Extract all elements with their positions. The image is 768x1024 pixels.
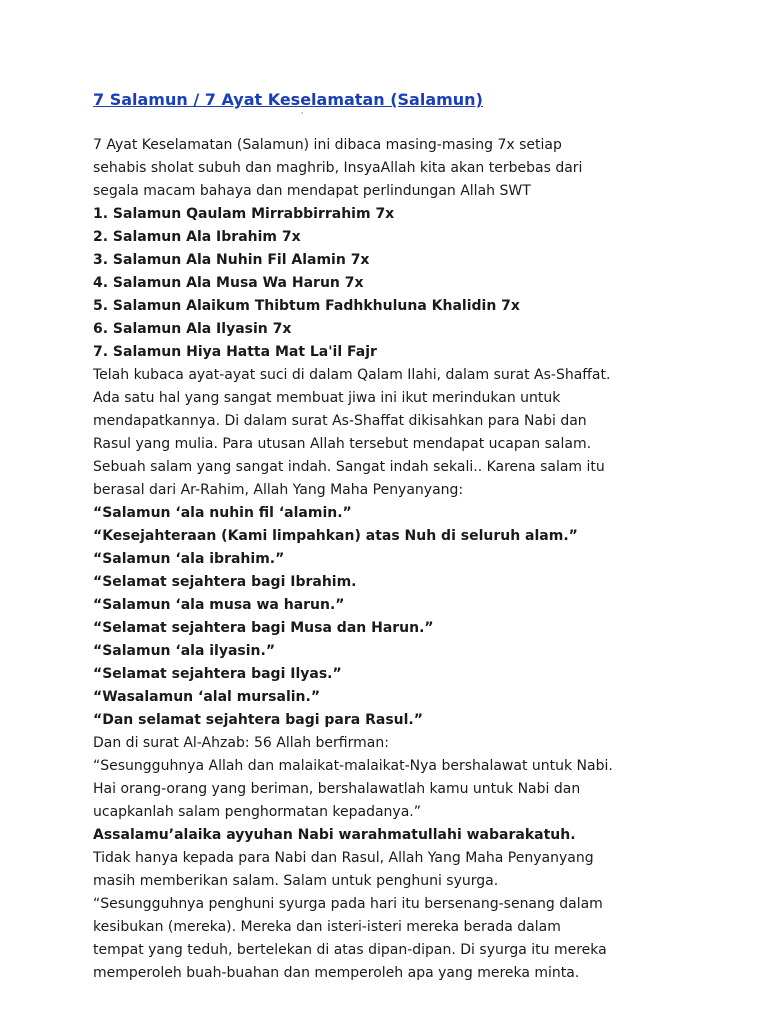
paragraph-line: Sebuah salam yang sangat indah. Sangat indah sekali.. Karena salam itu	[93, 459, 605, 475]
al-ahzab-paragraph	[93, 732, 693, 824]
paragraph-line: mendapatkannya. Di dalam surat As-Shaffat dikisahkan para Nabi dan	[93, 413, 587, 429]
paragraph-line: memperoleh buah-buahan dan memperoleh apa yang mereka minta.	[93, 965, 580, 981]
quote-line: “Selamat sejahtera bagi Ilyas.”	[93, 666, 342, 682]
salamun-item: 4. Salamun Ala Musa Wa Harun 7x	[93, 275, 364, 291]
quote-line: “Salamun ‘ala ibrahim.”	[93, 551, 285, 567]
paragraph-line: Dan di surat Al-Ahzab: 56 Allah berfirman:	[93, 735, 389, 751]
paragraph-line: Ada satu hal yang sangat membuat jiwa ini ikut merindukan untuk	[93, 390, 561, 406]
quote-line: “Selamat sejahtera bagi Ibrahim.	[93, 574, 357, 590]
paragraph-line: ucapkanlah salam penghormatan kepadanya.”	[93, 804, 421, 820]
salamun-item: 2. Salamun Ala Ibrahim 7x	[93, 229, 301, 245]
paragraph-line: Rasul yang mulia. Para utusan Allah tersebut mendapat ucapan salam.	[93, 436, 592, 452]
paragraph-line: Hai orang-orang yang beriman, bershalawatlah kamu untuk Nabi dan	[93, 781, 581, 797]
as-shaffat-paragraph	[93, 364, 693, 502]
title-mark	[93, 112, 693, 134]
salamun-item: 3. Salamun Ala Nuhin Fil Alamin 7x	[93, 252, 370, 268]
quote-line: “Kesejahteraan (Kami limpahkan) atas Nuh di seluruh alam.”	[93, 528, 578, 544]
article-title-link[interactable]: 7 Salamun / 7 Ayat Keselamatan (Salamun)	[93, 90, 483, 109]
intro-line: segala macam bahaya dan mendapat perlindungan Allah SWT	[93, 183, 531, 199]
salamun-item: 7. Salamun Hiya Hatta Mat La'il Fajr	[93, 344, 377, 360]
quote-line: “Salamun ‘ala nuhin fil ‘alamin.”	[93, 505, 352, 521]
paragraph-line: “Sesungguhnya Allah dan malaikat-malaikat-Nya bershalawat untuk Nabi.	[93, 758, 613, 774]
paragraph-line: berasal dari Ar-Rahim, Allah Yang Maha Penyanyang:	[93, 482, 464, 498]
paragraph-line: masih memberikan salam. Salam untuk penghuni syurga.	[93, 873, 499, 889]
quote-line: “Wasalamun ‘alal mursalin.”	[93, 689, 321, 705]
quotes-list	[93, 502, 693, 732]
quote-line: “Dan selamat sejahtera bagi para Rasul.”	[93, 712, 423, 728]
salamun-item: 5. Salamun Alaikum Thibtum Fadhkhuluna Khalidin 7x	[93, 298, 520, 314]
title-mark-glyph: '	[301, 111, 304, 120]
paragraph-line: “Sesungguhnya penghuni syurga pada hari itu bersenang-senang dalam	[93, 896, 603, 912]
quote-line: “Salamun ‘ala ilyasin.”	[93, 643, 276, 659]
salamun-item: 6. Salamun Ala Ilyasin 7x	[93, 321, 292, 337]
document-page	[93, 88, 693, 985]
paragraph-line: tempat yang teduh, bertelekan di atas dipan-dipan. Di syurga itu mereka	[93, 942, 607, 958]
intro-line: 7 Ayat Keselamatan (Salamun) ini dibaca masing-masing 7x setiap	[93, 137, 562, 153]
assalamu-line: Assalamu’alaika ayyuhan Nabi warahmatullahi wabarakatuh.	[93, 827, 576, 843]
quote-line: “Salamun ‘ala musa wa harun.”	[93, 597, 345, 613]
salamun-list	[93, 203, 693, 364]
syurga-paragraph	[93, 847, 693, 985]
quote-line: “Selamat sejahtera bagi Musa dan Harun.”	[93, 620, 434, 636]
paragraph-line: Telah kubaca ayat-ayat suci di dalam Qalam Ilahi, dalam surat As-Shaffat.	[93, 367, 611, 383]
intro-paragraph	[93, 134, 693, 203]
paragraph-line: kesibukan (mereka). Mereka dan isteri-isteri mereka berada dalam	[93, 919, 561, 935]
paragraph-line: Tidak hanya kepada para Nabi dan Rasul, Allah Yang Maha Penyanyang	[93, 850, 594, 866]
intro-line: sehabis sholat subuh dan maghrib, InsyaAllah kita akan terbebas dari	[93, 160, 583, 176]
salamun-item: 1. Salamun Qaulam Mirrabbirrahim 7x	[93, 206, 395, 222]
